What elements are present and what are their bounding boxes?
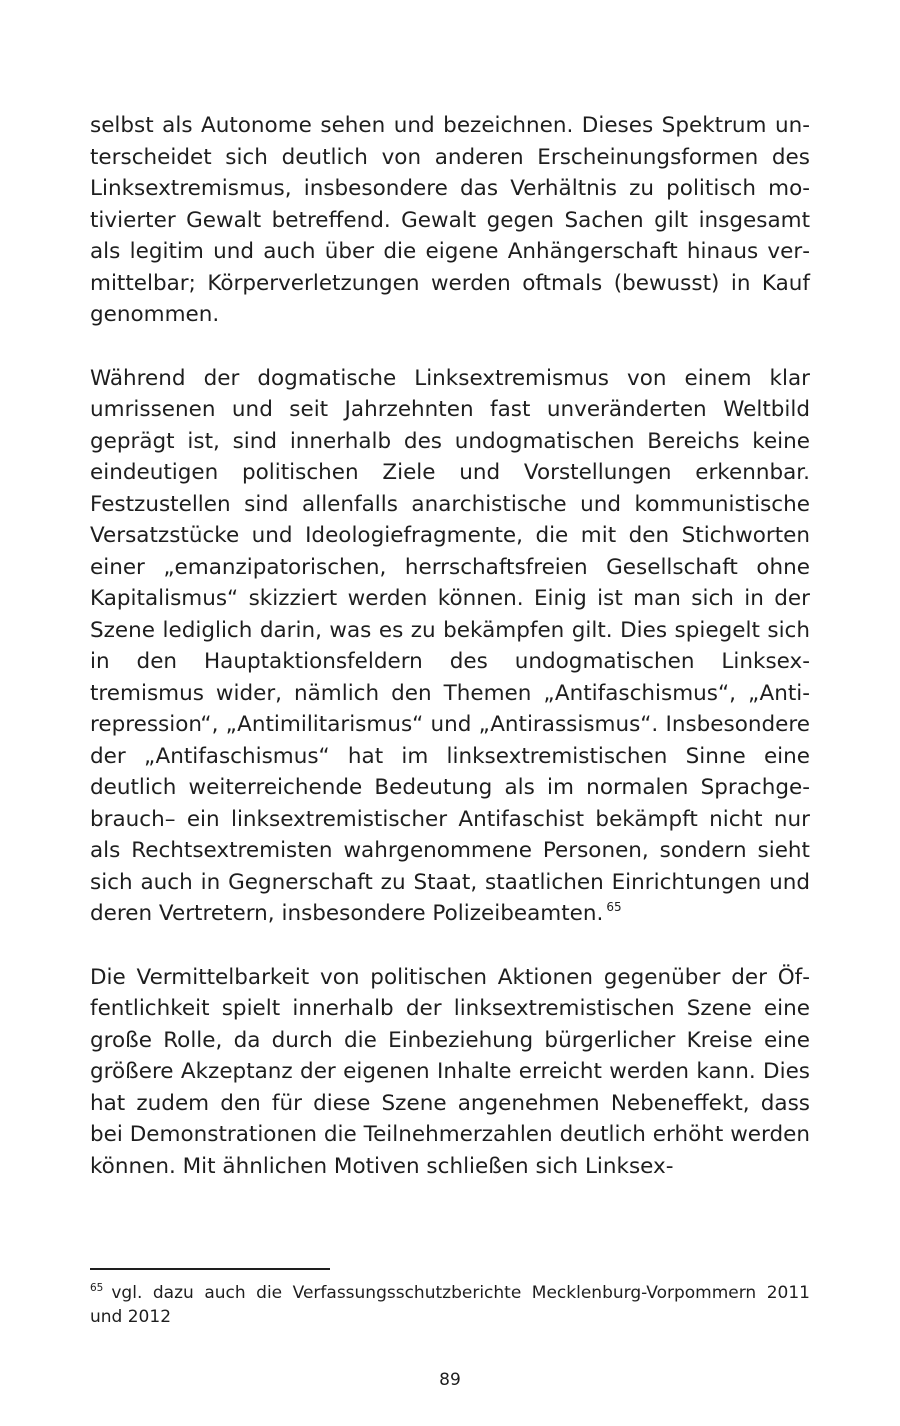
footnote-reference[interactable]: 65 [606, 900, 622, 914]
footnote-number: 65 [90, 1282, 104, 1294]
paragraph-3: Die Vermittelbarkeit von politischen Aktionen gegenüber der Öffentlichkeit spielt innerhalb der linksextremistischen Szene eine große Rolle, da durch die Einbeziehung bürgerlicher Kreise eine größere Akzeptanz der eigenen Inhalte erreicht werden kann. Dies hat zudem den für diese Szene angenehmen Nebeneffekt, dass bei Demonstrationen die Teilnehmerzahlen deutlich erhöht werden können. Mit ähnlichen Motiven schließen sich Linksex- [90, 964, 810, 1179]
paragraph-2-text: Während der dogmatische Linksextremismus von einem klar umrissenen und seit Jahrzehnten fast unveränderten Weltbild geprägt ist, sind innerhalb des undogmatischen Bereichs keine eindeutigen politischen Ziele und Vorstellungen erkennbar. Festzustellen sind allenfalls anarchistische und kommunistische Versatzstücke und Ideologiefragmente, die mit den Stichworten einer „emanzipatorischen, herrschaftsfreien Gesellschaft ohne Kapitalismus“ skizziert werden können. Einig ist man sich in der Szene lediglich darin, was es zu bekämpfen gilt. Dies spiegelt sich in den Hauptaktionsfeldern des undogmatischen Linksextremismus wider, nämlich den Themen „Antifaschismus“, „Antirepression“, „Antimilitarismus“ und „Antirassismus“. Insbesondere der „Antifaschismus“ hat im linksextremistischen Sinne eine deutlich weiterreichende Bedeutung als im normalen Sprachgebrauch– ein linksextremistischer Antifaschist bekämpft nicht nur als Rechtsextremisten wahrgenommene Personen, sondern sieht sich auch in Gegnerschaft zu Staat, staatlichen Einrichtungen und deren Vertretern, insbesondere Polizeibeamten. [90, 365, 810, 926]
page-number: 89 [439, 1370, 461, 1390]
paragraph-1: selbst als Autonome sehen und bezeichnen. Dieses Spektrum unterscheidet sich deutlich von anderen Erscheinungsformen des Linksextremismus, insbesondere das Verhältnis zu politisch motivierter Gewalt betreffend. Gewalt gegen Sachen gilt insgesamt als legitim und auch über die eigene Anhängerschaft hinaus vermittelbar; Körperverletzungen werden oftmals (bewusst) in Kauf genommen. [90, 113, 810, 327]
footnote-text: vgl. dazu auch die Verfassungsschutzberichte Mecklenburg-Vorpommern 2011 und 2012 [90, 1283, 810, 1327]
footnote [90, 1276, 810, 1329]
paragraph-2 [90, 363, 810, 930]
page-body [90, 110, 810, 1182]
footnote-divider [90, 1268, 330, 1270]
